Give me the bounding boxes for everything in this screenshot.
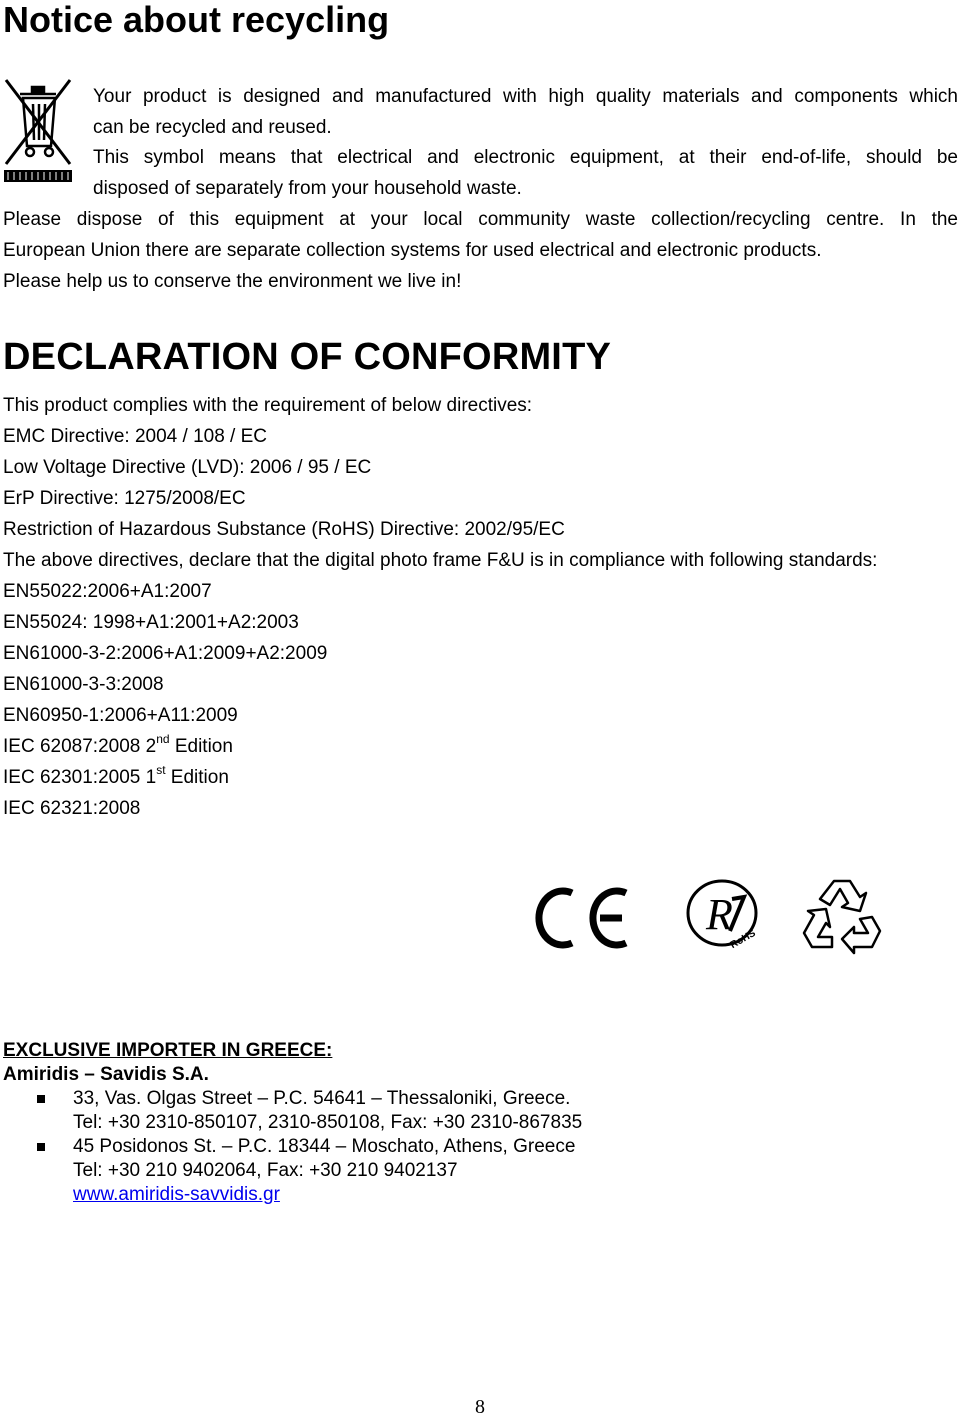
phone-line: Tel: +30 210 9402064, Fax: +30 210 9402137 (73, 1160, 458, 1181)
address-thessaloniki (3, 1087, 582, 1135)
address-line: 45 Posidonos St. – P.C. 18344 – Moschato, Athens, Greece (73, 1136, 576, 1157)
declaration-body (3, 390, 877, 824)
svg-text:RoHS: RoHS (728, 927, 758, 952)
page-number: 8 (475, 1396, 485, 1418)
directive-emc: EMC Directive: 2004 / 108 / EC (3, 426, 267, 447)
weee-crossed-bin-icon (2, 72, 74, 184)
svg-text:R: R (706, 890, 733, 939)
notice-line-6: European Union there are separate collection systems for used electrical and electronic products. (3, 240, 822, 261)
standard-en55022: EN55022:2006+A1:2007 (3, 581, 212, 602)
notice-line-4: disposed of separately from your household waste. (93, 178, 522, 199)
bullet-icon (37, 1143, 45, 1151)
rohs-icon (688, 881, 758, 951)
directive-lvd: Low Voltage Directive (LVD): 2006 / 95 / EC (3, 457, 372, 478)
standard-en60950-1: EN60950-1:2006+A11:2009 (3, 705, 238, 726)
standard-en61000-3-3: EN61000-3-3:2008 (3, 674, 164, 695)
directive-rohs: Restriction of Hazardous Substance (RoHS) Directive: 2002/95/EC (3, 519, 565, 540)
importer-company: Amiridis – Savidis S.A. (3, 1064, 209, 1085)
importer-heading: EXCLUSIVE IMPORTER IN GREECE: (3, 1040, 333, 1061)
phone-line: Tel: +30 2310-850107, 2310-850108, Fax: +30 2310-867835 (73, 1112, 583, 1133)
declaration-title: DECLARATION OF CONFORMITY (3, 336, 612, 378)
standard-en55024: EN55024: 1998+A1:2001+A2:2003 (3, 612, 299, 633)
notice-line-3: This symbol means that electrical and electronic equipment, at their end-of-life, should be (93, 147, 958, 168)
notice-title: Notice about recycling (3, 0, 390, 40)
declaration-intro: This product complies with the requirement of below directives: (3, 395, 533, 416)
directive-erp: ErP Directive: 1275/2008/EC (3, 488, 246, 509)
standard-iec62301: IEC 62301:2005 1st Edition (3, 763, 229, 788)
notice-line-1: Your product is designed and manufactured with high quality materials and components which (93, 86, 958, 107)
notice-line-5: Please dispose of this equipment at your local community waste collection/recycling centre. In the (3, 209, 958, 230)
importer-block (3, 1039, 582, 1207)
notice-line-7: Please help us to conserve the environment we live in! (3, 271, 462, 292)
standard-en61000-3-2: EN61000-3-2:2006+A1:2009+A2:2009 (3, 643, 328, 664)
address-line: 33, Vas. Olgas Street – P.C. 54641 – Thessaloniki, Greece. (73, 1088, 571, 1109)
recycle-icon (804, 881, 880, 953)
notice-line-2: can be recycled and reused. (93, 117, 332, 138)
standard-iec62087: IEC 62087:2008 2nd Edition (3, 732, 233, 757)
address-athens (3, 1135, 582, 1207)
compliance-statement: The above directives, declare that the digital photo frame F&U is in compliance with following standards: (3, 550, 878, 571)
standard-iec62321: IEC 62321:2008 (3, 798, 141, 819)
ce-mark-icon (539, 891, 626, 945)
bullet-icon (37, 1095, 45, 1103)
certification-logos (534, 875, 894, 955)
website-link[interactable]: www.amiridis-savvidis.gr (73, 1184, 280, 1205)
